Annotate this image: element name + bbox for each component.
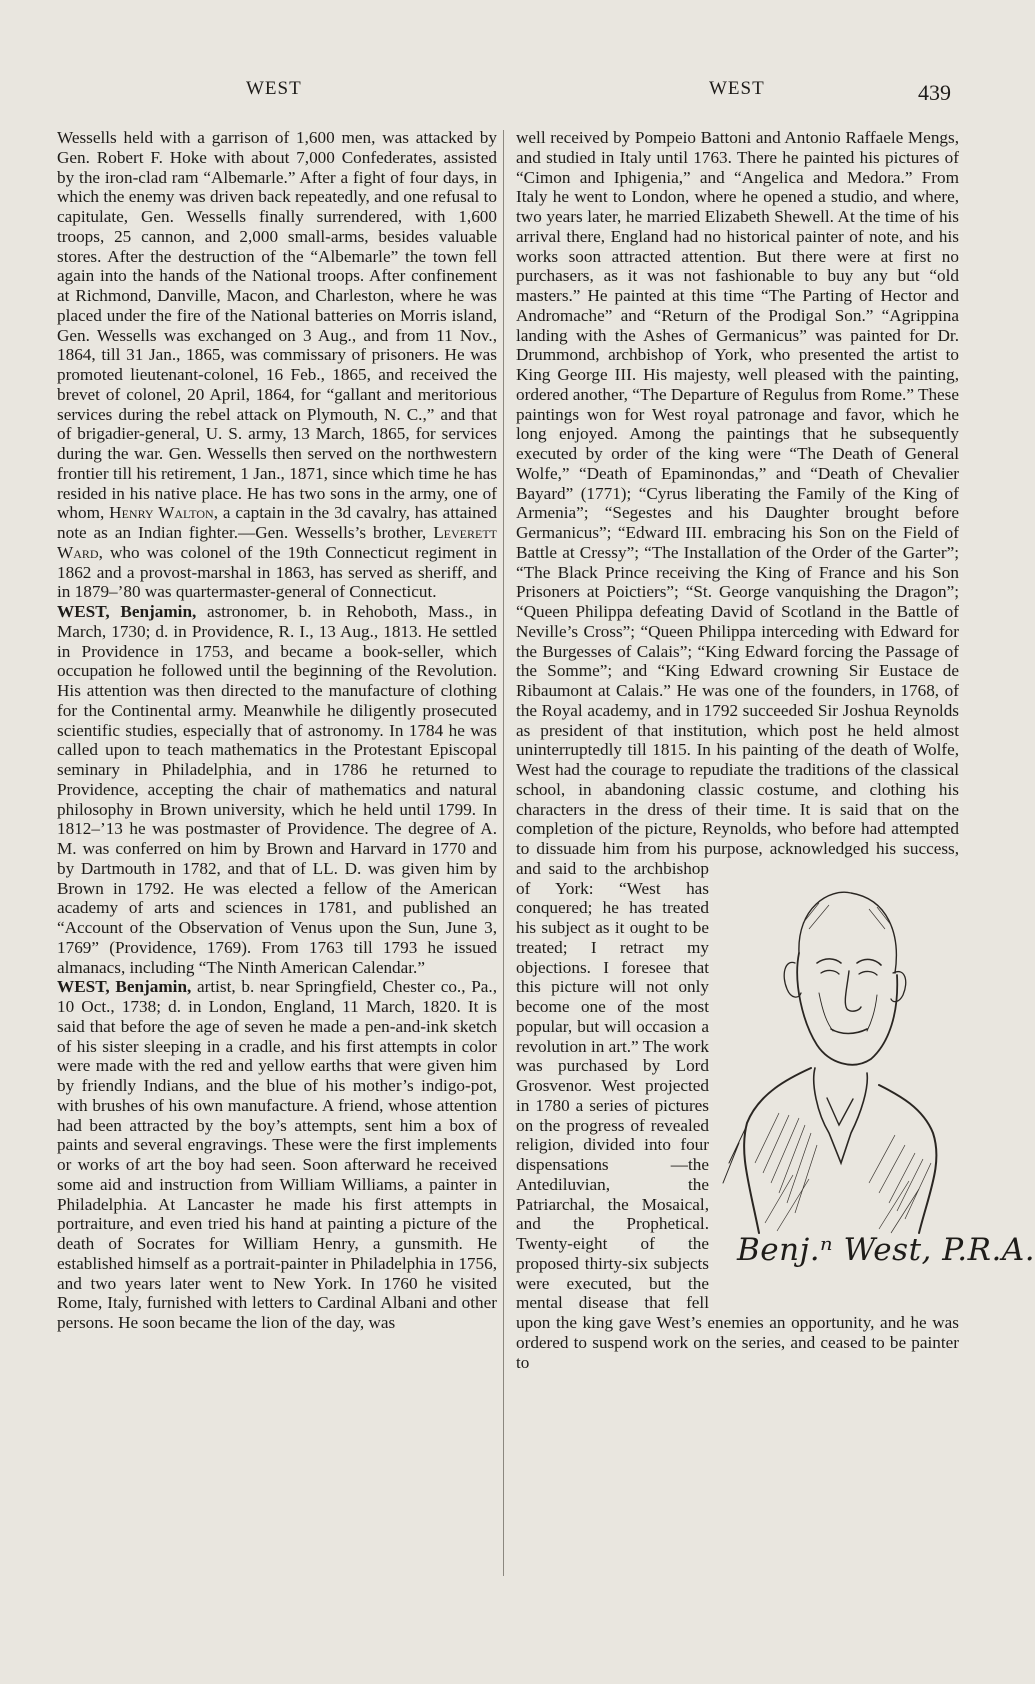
artist-text-beside-portrait: success, and said to the archbishop of York: “West has conquered; he has treated his subject as it ought to be treated; I retract my objections. I foresee that this picture will not only become one of the most popular, but will occasion a revolution in art.” The work was purchased by Lord Grosvenor. West projected in 1780 a series of pictures on the progress of revealed religion, divided into four dispensations —the Antediluvian, the Patriarchal, the Mosaical, and the Prophetical. Twenty-eight of the proposed thirty-six subjects were executed, but the mental disease that fell upon the king gave West’s enemies an opportunity, and he was ordered to suspend work on the series, and ceased to be painter to — [516, 839, 959, 1372]
running-head-right: WEST — [709, 78, 765, 99]
portrait-engraving — [719, 863, 1035, 1303]
name-leverett-ward: Leverett Ward — [57, 523, 498, 562]
entry-text-artist: artist, b. near Springfield, Chester co., Pa., 10 Oct., 1738; d. in London, England, 11 March, 1820. It is said that before the age of seven he made a pen-and-ink sketch of his sister sleeping in a cradle, and his first attempts in color were made with the red and yellow earths that were given him by friendly Indians, and the blue of his mother’s indigo-pot, with brushes of his own manufacture. A friend, whose attention had been attracted by the boy’s attempts, sent him a box of paints and several engravings. These were the first implements or works of art the boy had seen. Soon afterward he received some aid and instruction from William Williams, a painter in Philadelphia. At Lancaster he made his first attempts in portraiture, and even tried his hand at painting a picture of the death of Socrates for William Henry, a gunsmith. He established himself as a portrait-painter in Philadelphia in 1756, and two years later went to New York. In 1760 he visited Rome, Italy, furnished with letters to Cardinal Albani and other persons. He soon became the lion of the day, was — [57, 977, 497, 1332]
running-head-left: WEST — [246, 78, 302, 99]
left-column — [57, 128, 497, 1333]
portrait-image — [719, 863, 963, 1243]
artist-entry-continuation — [516, 128, 1035, 1372]
entry-benjamin-west-astronomer — [57, 602, 497, 977]
wessells-continuation-paragraph — [57, 128, 497, 602]
wessells-text-part3: , who was colonel of the 19th Connecticut regiment in 1862 and a provost-marshal in 1863, has served as sheriff, and in 1879–’80 was quartermaster-general of Connecticut. — [57, 542, 497, 602]
wessells-text-part1: Wessells held with a garrison of 1,600 men, was attacked by Gen. Robert F. Hoke with about 7,000 Confederates, assisted by the iron-clad ram “Albemarle.” After a fight of four days, in which the enemy was driven back repeatedly, and one refusal to capitulate, Gen. Wessells finally surrendered, with 1,600 troops, 25 cannon, and 2,000 small-arms, besides valuable stores. After the destruction of the “Albemarle” the town fell again into the hands of the National troops. After confinement at Richmond, Danville, Macon, and Charleston, where he was placed under the fire of the National batteries on Morris island, Gen. Wessells was exchanged on 3 Aug., and from 11 Nov., 1864, till 31 Jan., 1865, was commissary of prisoners. He was promoted lieutenant-colonel, 16 Feb., 1865, and received the brevet of colonel, 20 April, 1864, for “gallant and meritorious services during the rebel attack on Plymouth, N. C.,” and that of brigadier-general, U. S. army, 13 March, 1865, for services during the war. Gen. Wessells then served on the northwestern frontier till his retirement, 1 Jan., 1871, since which time he has resided in his native place. He has two sons in the army, one of whom, — [57, 128, 497, 523]
right-column — [516, 128, 1035, 1372]
artist-text-before-portrait: well received by Pompeio Battoni and Antonio Raffaele Mengs, and studied in Italy until 1763. There he painted his pictures of “Cimon and Iphigenia,” and “Angelica and Medora.” From Italy he went to London, where he opened a studio, and where, two years later, he married Elizabeth Shewell. At the time of his arrival there, England had no historical painter of note, and his works soon attracted attention. But there were at first no purchasers, as it was not fashionable to buy any but “old masters.” He painted at this time “The Parting of Hector and Andromache” and “Return of the Prodigal Son.” “Agrippina landing with the Ashes of Germanicus” was painted for Dr. Drummond, archbishop of York, who presented the artist to King George III. His majesty, well pleased with the painting, ordered another, “The Departure of Regulus from Rome.” These paintings won for West royal patronage and favor, which he long enjoyed. Among the paintings that he subsequently executed by order of the king were “The Death of General Wolfe,” “Death of Epaminondas,” and “Death of Chevalier Bayard” (1771); “Cyrus liberating the Family of the King of Armenia”; “Segestes and his Daughter brought before Germanicus”; “Edward III. embracing his Son on the Field of Battle at Cressy”; “The Installation of the Order of the Garter”; “The Black Prince receiving the King of France and his Son Prisoners at Poictiers”; “St. George vanquishing the Dragon”; “Queen Philippa defeating David of Scotland in the Battle of Neville’s Cross”; “Queen Philippa interceding with Edward for the Burgesses of Calais”; “King Edward forcing the Passage of the Somme”; and “King Edward crowning Sir Eustace de Ribaumont at Calais.” He was one of the founders, in 1768, of the Royal academy, and in 1792 succeeded Sir Joshua Reynolds as president of that institution, which post he held almost uninterruptedly till 1815. In his painting of the death of Wolfe, West had the courage to repudiate the traditions of the classical school, in abandoning classic costume, and clothing his characters in the dress of their time. It is said that on the completion of the picture, Reynolds, who before had attempted to dissuade him from his purpose, acknowledged his — [516, 128, 959, 858]
entry-headword-artist: WEST, Benjamin, — [57, 977, 192, 997]
column-divider — [503, 130, 504, 1576]
entry-benjamin-west-artist — [57, 977, 497, 1333]
entry-headword-astronomer: WEST, Benjamin, — [57, 602, 197, 621]
entry-text-astronomer: astronomer, b. in Rehoboth, Mass., in March, 1730; d. in Providence, R. I., 13 Aug., 1813. He settled in Providence in 1753, and became a book-seller, which occupation he followed until the beginning of the Revolution. His attention was then directed to the manufacture of clothing for the Continental army. Meanwhile he diligently prosecuted scientific studies, especially that of astronomy. In 1784 he was called upon to teach mathematics in the Protestant Episcopal seminary in Philadelphia, and in 1786 he returned to Providence, accepting the chair of mathematics and natural philosophy in Brown university, which he held until 1799. In 1812–’13 he was postmaster of Providence. The degree of A. M. was conferred on him by Brown and Harvard in 1770 and by Dartmouth in 1782, and that of LL. D. was given him by Brown in 1792. He was elected a fellow of the American academy of arts and sciences in 1781, and published an “Account of the Observation of Venus upon the Sun, June 3, 1769” (Providence, 1769). From 1763 till 1793 he issued almanacs, including “The Ninth American Calendar.” — [57, 602, 497, 977]
portrait-signature: Benj.ⁿ West, P.R.A. — [737, 1231, 1035, 1268]
page-number: 439 — [918, 80, 951, 105]
wessells-text-part2: , a captain in the 3d cavalry, has attained note as an Indian fighter.—Gen. Wessells’s brother, — [57, 503, 497, 542]
name-henry-walton: Henry Walton — [109, 503, 214, 523]
